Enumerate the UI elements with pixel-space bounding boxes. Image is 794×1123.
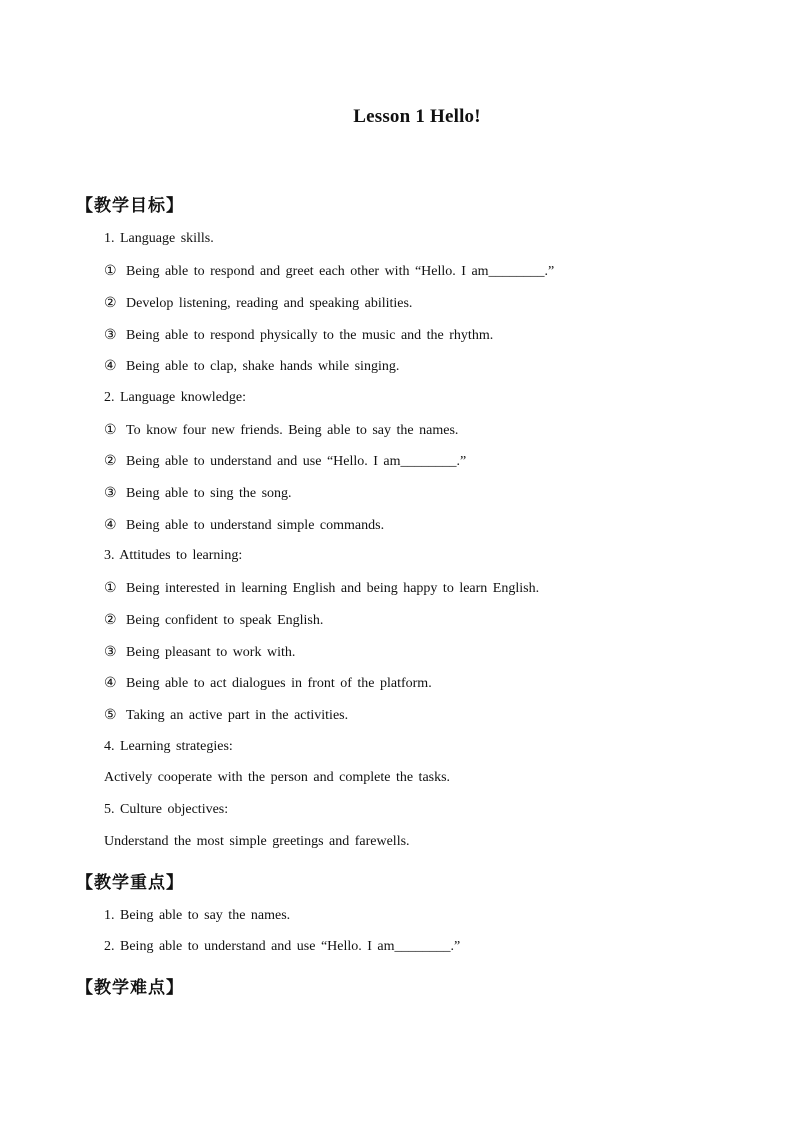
list-item: [104, 612, 323, 629]
list-item-text: 4. Learning strategies:: [104, 739, 233, 754]
list-item-text: Being able to respond physically to the music and the rhythm.: [126, 328, 494, 343]
list-item: [104, 739, 233, 755]
list-item: [104, 390, 246, 406]
circled-number: ④: [104, 518, 117, 533]
list-item-text: Being able to act dialogues in front of the platform.: [126, 676, 432, 691]
list-item-text: 5. Culture objectives:: [104, 802, 229, 817]
circled-number: ②: [104, 613, 117, 628]
list-item: [104, 358, 399, 375]
section-heading-key-points: 【教学重点】: [76, 873, 184, 893]
list-item-text: Develop listening, reading and speaking abilities.: [126, 296, 413, 311]
list-item: [104, 908, 290, 924]
circled-number: ⑤: [104, 708, 117, 723]
circled-number: ③: [104, 328, 117, 343]
list-item: [104, 548, 242, 564]
circled-number: ④: [104, 676, 117, 691]
list-item-text: Being able to respond and greet each other with “Hello. I am________.”: [126, 264, 555, 279]
circled-number: ④: [104, 359, 117, 374]
list-item-text: 1. Language skills.: [104, 231, 214, 246]
list-item-text: Being able to understand simple commands.: [126, 518, 385, 533]
list-item: [104, 485, 292, 502]
list-item: [104, 231, 214, 247]
circled-number: ①: [104, 423, 117, 438]
list-item-text: To know four new friends. Being able to say the names.: [126, 423, 459, 438]
section-heading-difficulties: 【教学难点】: [76, 978, 184, 998]
circled-number: ②: [104, 296, 117, 311]
list-item-text: 2. Being able to understand and use “Hello. I am________.”: [104, 939, 461, 954]
circled-number: ②: [104, 454, 117, 469]
page-title: Lesson 1 Hello!: [353, 106, 481, 127]
list-item-text: Being pleasant to work with.: [126, 645, 296, 660]
list-item-text: Actively cooperate with the person and complete the tasks.: [104, 770, 451, 785]
list-item: [104, 834, 410, 850]
list-item-text: 3. Attitudes to learning:: [104, 548, 243, 563]
list-item-text: Taking an active part in the activities.: [126, 708, 349, 723]
list-item: [104, 453, 466, 470]
list-item-text: Being able to understand and use “Hello. I am________.”: [126, 454, 467, 469]
list-item: [104, 580, 539, 597]
circled-number: ①: [104, 264, 117, 279]
list-item: [104, 263, 554, 280]
list-item-text: Understand the most simple greetings and farewells.: [104, 834, 410, 849]
circled-number: ①: [104, 581, 117, 596]
list-item-text: Being confident to speak English.: [126, 613, 324, 628]
list-item: [104, 295, 412, 312]
list-item-text: Being able to clap, shake hands while singing.: [126, 359, 400, 374]
list-item: [104, 327, 493, 344]
list-item: [104, 802, 228, 818]
list-item: [104, 707, 348, 724]
list-item-text: Being able to sing the song.: [126, 486, 292, 501]
list-item: [104, 517, 384, 534]
list-item-text: 1. Being able to say the names.: [104, 908, 291, 923]
list-item: [104, 939, 460, 955]
list-item-text: 2. Language knowledge:: [104, 390, 247, 405]
list-item: [104, 770, 450, 786]
list-item: [104, 644, 295, 661]
section-heading-objectives: 【教学目标】: [76, 196, 184, 216]
list-item: [104, 675, 432, 692]
list-item: [104, 422, 458, 439]
circled-number: ③: [104, 486, 117, 501]
list-item-text: Being interested in learning English and being happy to learn English.: [126, 581, 540, 596]
circled-number: ③: [104, 645, 117, 660]
